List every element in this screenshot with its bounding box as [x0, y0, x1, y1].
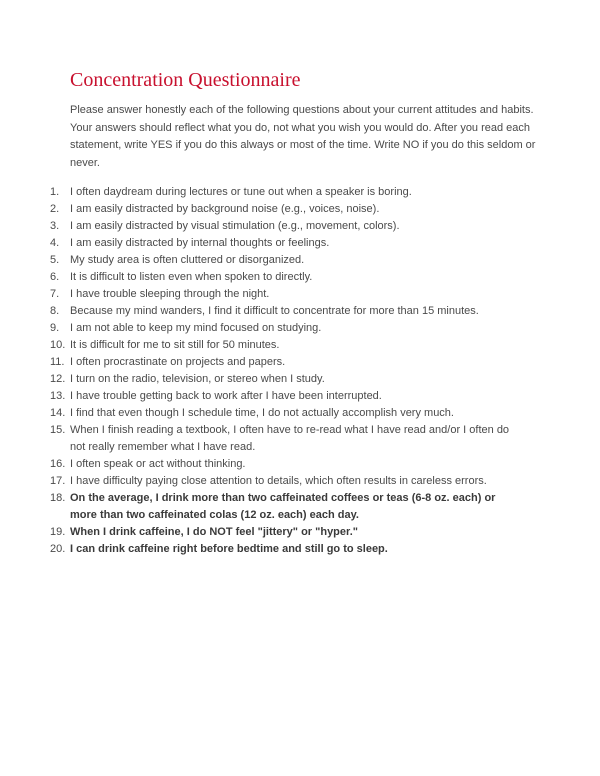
question-text: I am easily distracted by background noise (e.g., voices, noise). [70, 203, 380, 215]
question-number: 17. [50, 475, 66, 487]
question-number: 1. [50, 186, 60, 198]
question-number: 2. [50, 203, 60, 215]
question-text: I have trouble getting back to work after I have been interrupted. [70, 390, 382, 402]
question-text: I can drink caffeine right before bedtime and still go to sleep. [70, 543, 388, 555]
question-item-6 [0, 269, 510, 286]
question-text: My study area is often cluttered or disorganized. [70, 254, 305, 266]
question-number: 18. [50, 492, 66, 504]
question-text: I often speak or act without thinking. [70, 458, 246, 470]
question-number: 5. [50, 254, 60, 266]
question-number: 6. [50, 271, 60, 283]
question-item-17 [0, 473, 510, 490]
question-item-1 [0, 184, 510, 201]
question-text: It is difficult to listen even when spoken to directly. [70, 271, 313, 283]
question-number: 14. [50, 407, 66, 419]
question-item-18 [0, 490, 510, 524]
question-text: When I finish reading a textbook, I often have to re-read what I have read and/or I often do not really remember what I have read. [70, 424, 510, 453]
question-list [0, 184, 600, 558]
question-text: When I drink caffeine, I do NOT feel "jittery" or "hyper." [70, 526, 358, 538]
question-text: It is difficult for me to sit still for 50 minutes. [70, 339, 280, 351]
question-item-10 [0, 337, 510, 354]
question-text: I am easily distracted by internal thoughts or feelings. [70, 237, 330, 249]
question-item-13 [0, 388, 510, 405]
question-item-7 [0, 286, 510, 303]
question-number: 8. [50, 305, 60, 317]
question-item-2 [0, 201, 510, 218]
question-number: 7. [50, 288, 60, 300]
question-text: On the average, I drink more than two caffeinated coffees or teas (6-8 oz. each) or more than two caffeinated colas (12 oz. each) each day. [70, 492, 496, 521]
question-number: 16. [50, 458, 66, 470]
question-item-19 [0, 524, 510, 541]
question-number: 3. [50, 220, 60, 232]
question-text: I often daydream during lectures or tune out when a speaker is boring. [70, 186, 412, 198]
question-number: 9. [50, 322, 60, 334]
instructions-paragraph: Please answer honestly each of the following questions about your current attitudes and habits. Your answers should reflect what you do, not what you wish you would do. After you read each statement, write YES if you do this always or most of the time. Write NO if you do this seldom or never. [70, 104, 536, 169]
question-item-4 [0, 235, 510, 252]
question-item-15 [0, 422, 510, 456]
question-text: I turn on the radio, television, or stereo when I study. [70, 373, 325, 385]
question-item-5 [0, 252, 510, 269]
question-item-9 [0, 320, 510, 337]
question-text: I am easily distracted by visual stimulation (e.g., movement, colors). [70, 220, 400, 232]
question-item-12 [0, 371, 510, 388]
question-number: 20. [50, 543, 66, 555]
question-number: 12. [50, 373, 66, 385]
question-item-3 [0, 218, 510, 235]
question-item-14 [0, 405, 510, 422]
question-text: I have trouble sleeping through the night. [70, 288, 270, 300]
question-number: 13. [50, 390, 66, 402]
question-text: I have difficulty paying close attention to details, which often results in careless errors. [70, 475, 487, 487]
question-number: 19. [50, 526, 66, 538]
question-item-20 [0, 541, 510, 558]
question-item-8 [0, 303, 510, 320]
question-item-11 [0, 354, 510, 371]
question-number: 10. [50, 339, 66, 351]
question-text: Because my mind wanders, I find it difficult to concentrate for more than 15 minutes. [70, 305, 479, 317]
question-number: 4. [50, 237, 60, 249]
page-title: Concentration Questionnaire [70, 69, 301, 91]
question-number: 15. [50, 424, 66, 436]
question-text: I find that even though I schedule time, I do not actually accomplish very much. [70, 407, 454, 419]
question-text: I am not able to keep my mind focused on studying. [70, 322, 322, 334]
question-text: I often procrastinate on projects and papers. [70, 356, 286, 368]
question-number: 11. [50, 356, 65, 368]
question-item-16 [0, 456, 510, 473]
